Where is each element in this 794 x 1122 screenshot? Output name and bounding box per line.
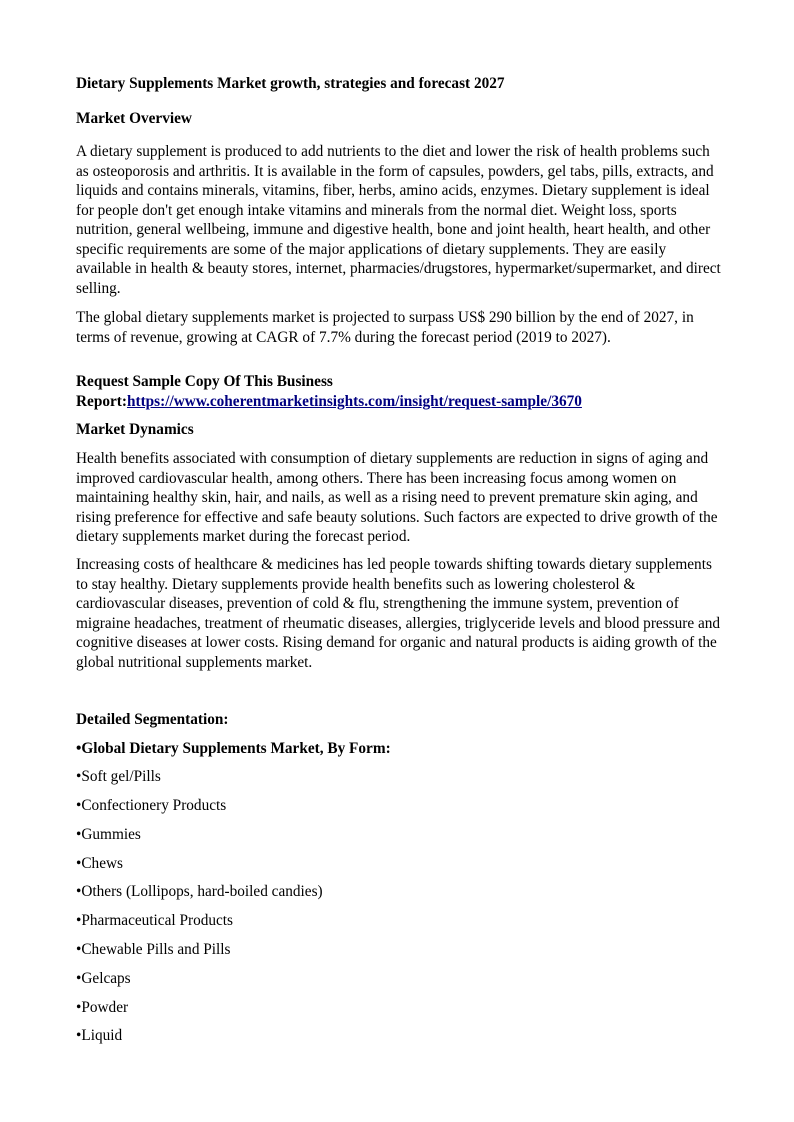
list-item: •Powder (76, 999, 129, 1016)
list-item: •Confectionery Products (76, 797, 227, 814)
list-item: •Pharmaceutical Products (76, 912, 234, 929)
segmentation-subheading: •Global Dietary Supplements Market, By Form: (76, 740, 391, 757)
list-item: •Chews (76, 855, 123, 872)
document-title: Dietary Supplements Market growth, strategies and forecast 2027 (76, 75, 505, 92)
list-item: •Others (Lollipops, hard-boiled candies) (76, 883, 323, 900)
market-dynamics-paragraph-1: Health benefits associated with consumption of dietary supplements are reduction in signs of aging and improved cardiovascular health, among others. There has been increasing focus among women on maintaining healthy skin, hair, and nails, as well as a rising need to prevent premature skin aging, and rising preference for effective and safe beauty solutions. Such factors are expected to drive growth of the dietary supplements market during the forecast period. (76, 450, 718, 545)
market-overview-paragraph-2: The global dietary supplements market is projected to surpass US$ 290 billion by the end of 2027, in terms of revenue, growing at CAGR of 7.7% during the forecast period (2019 to 2027). (76, 309, 694, 346)
list-item: •Soft gel/Pills (76, 768, 161, 785)
request-sample-label-line2: Report: (76, 392, 127, 410)
market-overview-paragraph-1: A dietary supplement is produced to add nutrients to the diet and lower the risk of health problems such as osteoporosis and arthritis. It is available in the form of capsules, powders, gel tabs, pills, extracts, and liquids and contains minerals, vitamins, fiber, herbs, amino acids, enzymes. Dietary supplement is ideal for people don't get enough intake vitamins and minerals from the normal diet. Weight loss, sports nutrition, general wellbeing, immune and digestive health, bone and joint health, heart health, and other specific requirements are some of the major applications of dietary supplements. They are easily available in health & beauty stores, internet, pharmacies/drugstores, hypermarket/supermarket, and direct selling. (76, 143, 721, 297)
request-sample-label (76, 372, 721, 411)
list-item: •Chewable Pills and Pills (76, 941, 231, 958)
list-item: •Liquid (76, 1027, 123, 1044)
market-dynamics-heading: Market Dynamics (76, 421, 194, 438)
market-dynamics-paragraph-2: Increasing costs of healthcare & medicines has led people towards shifting towards dietary supplements to stay healthy. Dietary supplements provide health benefits such as lowering cholesterol & cardiovascular diseases, prevention of cold & flu, strengthening the immune system, prevention of migraine headaches, treatment of rheumatic diseases, allergies, triglyceride levels and blood pressure and cognitive diseases at lower costs. Rising demand for organic and natural products is aiding growth of the global nutritional supplements market. (76, 556, 721, 671)
list-item: •Gummies (76, 826, 141, 843)
list-item: •Gelcaps (76, 970, 131, 987)
request-sample-label-line1: Request Sample Copy Of This Business (76, 373, 333, 390)
market-overview-heading: Market Overview (76, 110, 192, 127)
segmentation-heading: Detailed Segmentation: (76, 711, 229, 728)
request-sample-link[interactable]: https://www.coherentmarketinsights.com/insight/request-sample/3670 (126, 392, 582, 410)
